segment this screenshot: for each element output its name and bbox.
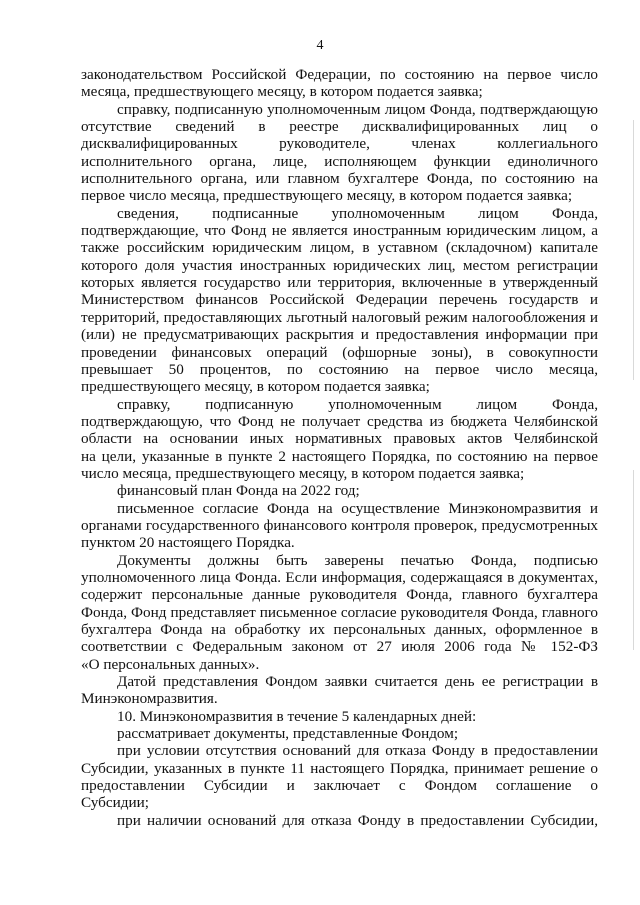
text-line: при наличии оснований для отказа Фонду в предоставлении Субсидии, xyxy=(117,811,598,829)
text-line: территорий, предоставляющих льготный налоговый режим налогообложения и xyxy=(81,308,598,326)
text-line: которых является государство или территория, включенные в утвержденный xyxy=(81,274,598,292)
text-line: исполнительного органа, или главном бухгалтере Фонда, по состоянию на xyxy=(81,170,598,188)
paragraph xyxy=(81,673,598,708)
paragraph xyxy=(81,500,598,552)
text-line: проведении финансовых операций (офшорные зоны), в совокупности xyxy=(81,343,598,361)
text-line: Минэкономразвития. xyxy=(81,690,218,708)
text-line: 10. Минэкономразвития в течение 5 календарных дней: xyxy=(117,707,477,725)
text-line: Документы должны быть заверены печатью Фонда, подписью xyxy=(117,551,598,569)
text-line: на цели, указанные в пункте 2 настоящего Порядка, по состоянию на первое xyxy=(81,447,598,465)
text-line: подтверждающую, что Фонд не получает средства из бюджета Челябинской xyxy=(81,412,598,430)
text-line: которого доля участия иностранных юридических лиц, местом регистрации xyxy=(81,256,598,274)
text-line: также российским юридическим лицом, в уставном (складочном) капитале xyxy=(81,239,598,257)
text-line: дисквалифицированных руководителе, членах коллегиального xyxy=(81,135,598,153)
document-body xyxy=(81,66,598,829)
text-line: Министерством финансов Российской Федерации перечень государств и xyxy=(81,291,598,309)
text-line: (или) не предусматривающих раскрытия и предоставления информации при xyxy=(81,326,598,344)
paragraph xyxy=(81,396,598,483)
text-line: финансовый план Фонда на 2022 год; xyxy=(117,482,360,500)
paragraph xyxy=(81,725,598,742)
scan-edge-mark xyxy=(633,470,634,650)
paragraph xyxy=(81,66,598,101)
scan-edge-mark xyxy=(633,120,634,380)
text-line: соответствии с Федеральным законом от 27 июля 2006 года № 152-ФЗ xyxy=(81,638,598,656)
paragraph xyxy=(81,552,598,673)
text-line: уполномоченного лица Фонда. Если информация, содержащаяся в документах, xyxy=(81,568,598,586)
paragraph xyxy=(81,101,598,205)
text-line: области на основании иных нормативных правовых актов Челябинской xyxy=(81,430,598,448)
paragraph xyxy=(81,708,598,725)
text-line: органами государственного финансового контроля проверок, предусмотренных xyxy=(81,516,598,534)
text-line: исполнительного органа, лице, исполняющем функции единоличного xyxy=(81,152,598,170)
text-line: справку, подписанную уполномоченным лицом Фонда, подтверждающую xyxy=(117,100,598,118)
text-line: при условии отсутствия оснований для отказа Фонду в предоставлении xyxy=(117,742,598,760)
text-line: число месяца, предшествующего месяцу, в котором подается заявка; xyxy=(81,464,525,482)
text-line: превышает 50 процентов, по состоянию на первое число месяца, xyxy=(81,360,598,378)
text-line: отсутствие сведений в реестре дисквалифицированных лиц о xyxy=(81,118,598,136)
text-line: предшествующего месяцу, в котором подается заявка; xyxy=(81,378,430,396)
text-line: предоставлении Субсидии и заключает с Фондом соглашение о xyxy=(81,777,598,795)
text-line: сведения, подписанные уполномоченным лицом Фонда, xyxy=(117,204,598,222)
paragraph xyxy=(81,482,598,499)
text-line: бухгалтера Фонда на обработку их персональных данных, оформленное в xyxy=(81,621,598,638)
text-line: Субсидии; xyxy=(81,794,149,812)
text-line: «О персональных данных». xyxy=(81,655,260,673)
paragraph xyxy=(81,742,598,811)
text-line: письменное согласие Фонда на осуществление Минэкономразвития и xyxy=(117,499,598,517)
page-number: 4 xyxy=(316,38,324,53)
text-line: Датой представления Фондом заявки считается день ее регистрации в xyxy=(117,673,598,691)
text-line: рассматривает документы, представленные Фондом; xyxy=(117,725,459,743)
text-line: Субсидии, указанных в пункте 11 настоящего Порядка, принимает решение о xyxy=(81,759,598,777)
text-line: первое число месяца, предшествующего месяцу, в котором подается заявка; xyxy=(81,187,573,205)
text-line: содержит персональные данные руководителя Фонда, главного бухгалтера xyxy=(81,586,598,604)
text-line: Фонда, Фонд представляет письменное согласие руководителя Фонда, главного xyxy=(81,603,598,621)
text-line: месяца, предшествующего месяцу, в котором подается заявка; xyxy=(81,83,483,101)
text-line: подтверждающие, что Фонд не является иностранным юридическим лицом, а xyxy=(81,222,598,240)
paragraph xyxy=(81,812,598,829)
text-line: законодательством Российской Федерации, по состоянию на первое число xyxy=(81,66,598,83)
text-line: пунктом 20 настоящего Порядка. xyxy=(81,534,295,552)
text-line: справку, подписанную уполномоченным лицом Фонда, xyxy=(117,395,598,413)
paragraph xyxy=(81,205,598,396)
